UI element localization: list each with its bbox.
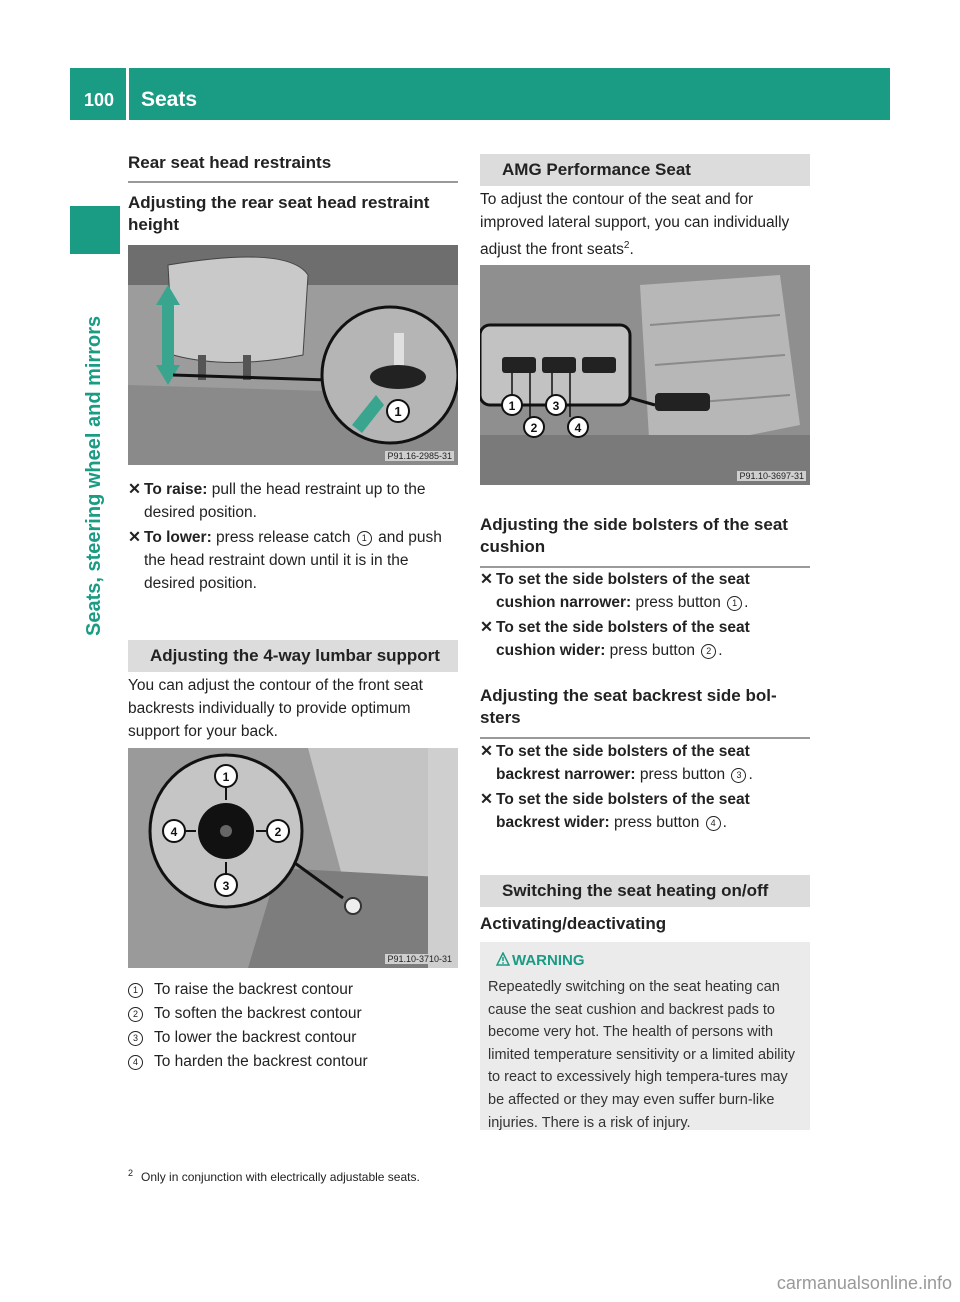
step-cushion-wider: ✕ To set the side bolsters of the seat cushion wider: press button 2 . xyxy=(480,616,810,662)
legend-item xyxy=(128,978,458,1002)
warning-text: Repeatedly switching on the seat heating can cause the seat cushion and backrest pads to become very hot. The health of persons with limited temperature sensitivity or a limited ability to react to excessively high tempera-tures may be affected or they may even suffer burn-like injuries. There is a risk of injury. xyxy=(488,979,796,1131)
warning-box xyxy=(480,942,810,1130)
step-backrest-narrower: ✕ To set the side bolsters of the seat backrest narrower: press button 3 . xyxy=(480,740,810,786)
step-raise xyxy=(128,478,458,524)
step-arrow-icon: ✕ xyxy=(480,571,493,588)
svg-text:4: 4 xyxy=(574,421,582,435)
headrest-photo xyxy=(128,245,458,465)
cushion-heading: Adjusting the side bolsters of the seat cushion xyxy=(480,514,810,568)
callout-number: 4 xyxy=(128,1055,143,1070)
svg-text:3: 3 xyxy=(552,399,560,413)
callout-number: 2 xyxy=(128,1007,143,1022)
step-text: press button xyxy=(631,594,726,611)
step-text: press button xyxy=(635,766,730,783)
amg-heading: AMG Performance Seat xyxy=(480,154,810,186)
callout-number: 1 xyxy=(128,983,143,998)
amg-paragraph-block xyxy=(480,188,810,261)
step-label: To set the side bolsters of the seat cushion wider: xyxy=(496,619,750,659)
step-text: and push the head restraint down until it is in the desired position. xyxy=(144,529,442,592)
step-label: To set the side bolsters of the seat backrest narrower: xyxy=(496,743,750,783)
backrest-steps xyxy=(480,740,810,834)
footnote-number: 2 xyxy=(128,1168,134,1178)
backrest-heading-block xyxy=(480,685,810,739)
warning-triangle-icon xyxy=(496,952,510,966)
legend-text: To soften the backrest contour xyxy=(154,1005,362,1022)
callout-number: 3 xyxy=(731,768,746,783)
callout-number: 2 xyxy=(701,644,716,659)
backrest-heading: Adjusting the seat backrest side bol-sters xyxy=(480,685,810,739)
activating-heading-block xyxy=(480,913,810,945)
legend-item xyxy=(128,1002,458,1026)
page-number: 100 xyxy=(84,90,115,110)
section-title: Rear seat head restraints xyxy=(128,153,458,183)
callout-number: 1 xyxy=(357,531,372,546)
watermark: carmanualsonline.info xyxy=(776,1273,952,1293)
lumbar-photo xyxy=(128,748,458,968)
svg-text:1: 1 xyxy=(222,770,230,784)
step-text: press release catch xyxy=(211,529,355,546)
amg-text: To adjust the contour of the seat and for improved lateral support, you can individually adjust the front seats xyxy=(480,191,790,259)
step-arrow-icon: ✕ xyxy=(480,743,493,760)
heating-heading: Switching the seat heating on/off xyxy=(480,875,810,907)
cushion-steps xyxy=(480,568,810,662)
legend-text: To harden the backrest contour xyxy=(154,1053,368,1070)
left-column xyxy=(128,153,458,183)
image-code: P91.10-3697-31 xyxy=(739,471,804,481)
amg-paragraph: To adjust the contour of the seat and for improved lateral support, you can individually adjust the front seats$^2$. xyxy=(480,191,790,259)
lumbar-legend xyxy=(128,978,458,1074)
cushion-heading-block xyxy=(480,514,810,568)
step-label: To lower: xyxy=(144,529,212,546)
amg-seat-photo xyxy=(480,265,810,485)
callout-number: 1 xyxy=(727,596,742,611)
legend-text: To lower the backrest contour xyxy=(154,1029,357,1046)
chapter-title: Seats xyxy=(141,88,198,111)
svg-text:2: 2 xyxy=(530,421,538,435)
svg-text:1: 1 xyxy=(508,399,516,413)
header-divider xyxy=(126,68,129,120)
legend-item xyxy=(128,1026,458,1050)
step-backrest-wider: ✕ To set the side bolsters of the seat backrest wider: press button 4 . xyxy=(480,788,810,834)
legend-item xyxy=(128,1050,458,1074)
callout-number: 3 xyxy=(128,1031,143,1046)
footnote xyxy=(128,1168,420,1184)
step-cushion-narrower: ✕ To set the side bolsters of the seat cushion narrower: press button 1 . xyxy=(480,568,810,614)
svg-text:3: 3 xyxy=(222,879,230,893)
svg-text:4: 4 xyxy=(170,825,178,839)
step-text: press button xyxy=(605,642,700,659)
headrest-subheading: Adjusting the rear seat head restraint height xyxy=(128,193,430,234)
svg-text:2: 2 xyxy=(274,825,282,839)
step-arrow-icon: ✕ xyxy=(128,481,141,498)
step-label: To set the side bolsters of the seat cushion narrower: xyxy=(496,571,750,611)
lumbar-heading-block xyxy=(128,640,458,672)
lumbar-paragraph: You can adjust the contour of the front seat backrests individually to provide optimum support for your back. xyxy=(128,677,423,740)
activating-heading: Activating/deactivating xyxy=(480,913,810,945)
amg-heading-block xyxy=(480,154,810,186)
step-arrow-icon: ✕ xyxy=(128,529,141,546)
headrest-subheading-block xyxy=(128,192,438,236)
step-lower xyxy=(128,526,458,595)
headrest-steps xyxy=(128,478,458,595)
image-code: P91.16-2985-31 xyxy=(387,451,452,461)
step-text: press button xyxy=(609,814,704,831)
warning-title: WARNING xyxy=(512,952,585,969)
legend-text: To raise the backrest contour xyxy=(154,981,354,998)
lumbar-heading: Adjusting the 4-way lumbar support xyxy=(128,640,458,672)
callout-number: 4 xyxy=(706,816,721,831)
side-tab xyxy=(70,206,120,254)
side-chapter-label: Seats, steering wheel and mirrors xyxy=(83,315,105,636)
step-arrow-icon: ✕ xyxy=(480,791,493,808)
step-label: To raise: xyxy=(144,481,208,498)
svg-text:1: 1 xyxy=(394,404,402,419)
footnote-text: Only in conjunction with electrically adjustable seats. xyxy=(141,1170,420,1184)
heating-heading-block xyxy=(480,875,810,907)
footnote-ref: 2 xyxy=(623,240,630,251)
lumbar-paragraph-block xyxy=(128,674,458,743)
step-text: pull the head restraint up to the desired position. xyxy=(144,481,426,521)
step-arrow-icon: ✕ xyxy=(480,619,493,636)
step-label: To set the side bolsters of the seat backrest wider: xyxy=(496,791,750,831)
image-code: P91.10-3710-31 xyxy=(387,954,452,964)
